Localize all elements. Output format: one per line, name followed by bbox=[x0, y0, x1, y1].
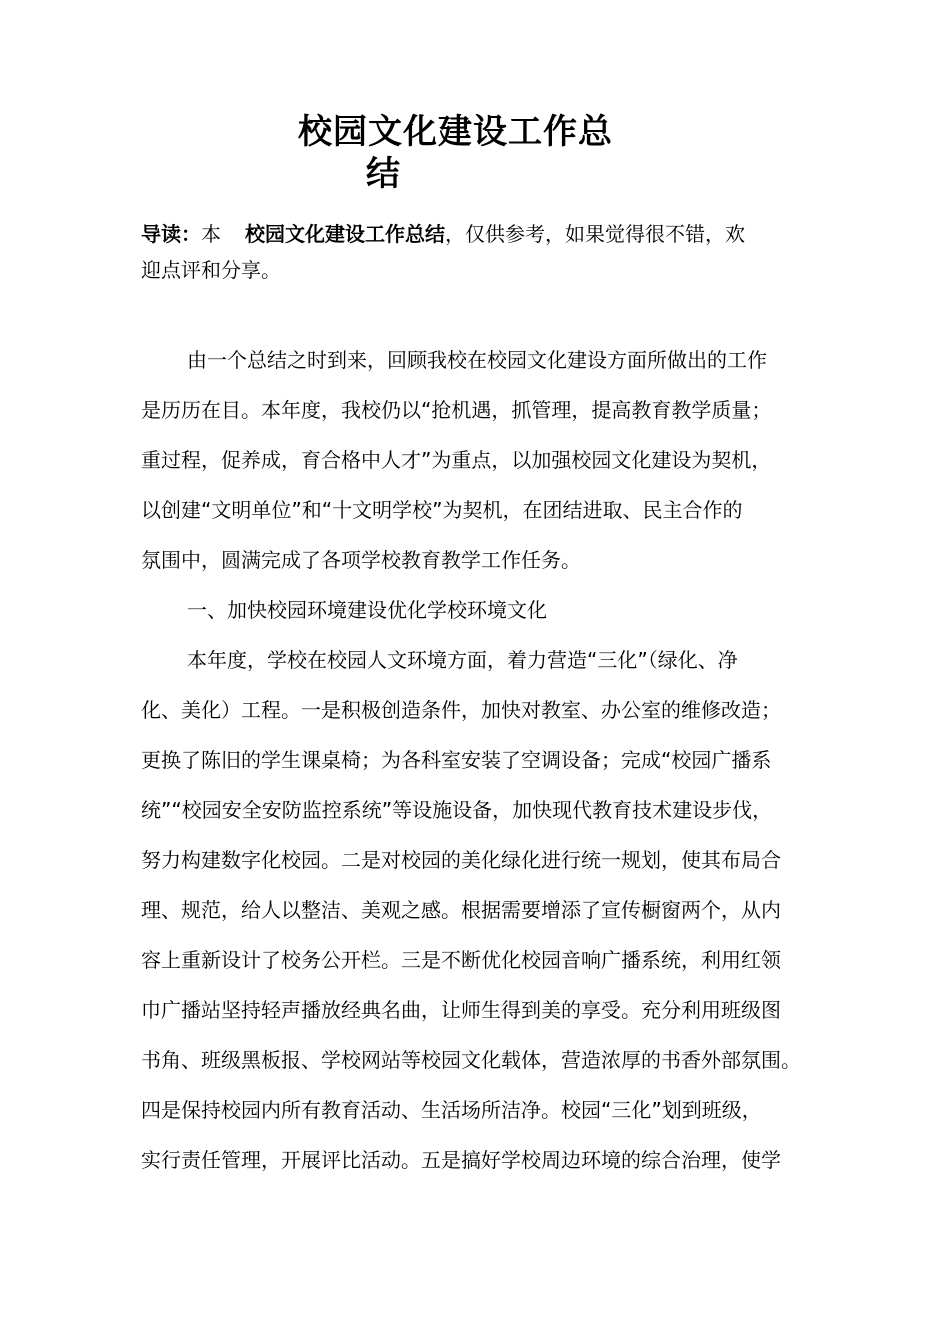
body-line-15: 书角、班级黑板报、学校网站等校园文化载体，营造浓厚的书香外部氛围。 bbox=[141, 1048, 801, 1072]
body-line-14: 巾广播站坚持轻声播放经典名曲，让师生得到美的享受。充分利用班级图 bbox=[141, 998, 781, 1022]
body-line-7: 本年度，学校在校园人文环境方面，着力营造“三化”（绿化、净 bbox=[187, 648, 738, 672]
body-line-12: 理、规范，给人以整洁、美观之感。根据需要增添了宣传橱窗两个，从内 bbox=[141, 898, 781, 922]
intro-suffix: ，仅供参考，如果觉得很不错，欢 bbox=[445, 222, 745, 246]
body-line-9: 更换了陈旧的学生课桌椅；为各科室安装了空调设备；完成“校园广播系 bbox=[141, 748, 772, 772]
body-line-2: 是历历在目。本年度，我校仍以“抢机遇，抓管理，提高教育教学质量； bbox=[141, 398, 772, 422]
body-line-5: 氛围中，圆满完成了各项学校教育教学工作任务。 bbox=[141, 548, 581, 572]
section-heading-1: 一、加快校园环境建设优化学校环境文化 bbox=[187, 598, 547, 622]
document-title-line-1: 校园文化建设工作总 bbox=[298, 112, 613, 152]
body-line-4: 以创建“文明单位”和“十文明学校”为契机，在团结进取、民主合作的 bbox=[141, 498, 743, 522]
intro-doc-name: 校园文化建设工作总结 bbox=[245, 222, 445, 246]
body-line-11: 努力构建数字化校园。二是对校园的美化绿化进行统一规划，使其布局合 bbox=[141, 848, 781, 872]
intro-line-2: 迎点评和分享。 bbox=[141, 258, 281, 282]
document-title-line-2: 结 bbox=[366, 154, 401, 194]
intro-paragraph bbox=[141, 216, 801, 252]
body-line-10: 统”“校园安全安防监控系统”等设施设备，加快现代教育技术建设步伐， bbox=[141, 798, 773, 822]
body-line-13: 容上重新设计了校务公开栏。三是不断优化校园音响广播系统，利用红领 bbox=[141, 948, 781, 972]
body-line-8: 化、美化）工程。一是积极创造条件，加快对教室、办公室的维修改造； bbox=[141, 698, 781, 722]
body-line-16: 四是保持校园内所有教育活动、生活场所洁净。校园“三化”划到班级， bbox=[141, 1098, 762, 1122]
intro-label: 导读： bbox=[141, 222, 201, 246]
body-line-1: 由一个总结之时到来，回顾我校在校园文化建设方面所做出的工作 bbox=[187, 348, 767, 372]
body-line-3: 重过程，促养成，育合格中人才”为重点，以加强校园文化建设为契机， bbox=[141, 448, 772, 472]
intro-prefix: 本 bbox=[201, 222, 221, 246]
body-line-17: 实行责任管理，开展评比活动。五是搞好学校周边环境的综合治理，使学 bbox=[141, 1148, 781, 1172]
